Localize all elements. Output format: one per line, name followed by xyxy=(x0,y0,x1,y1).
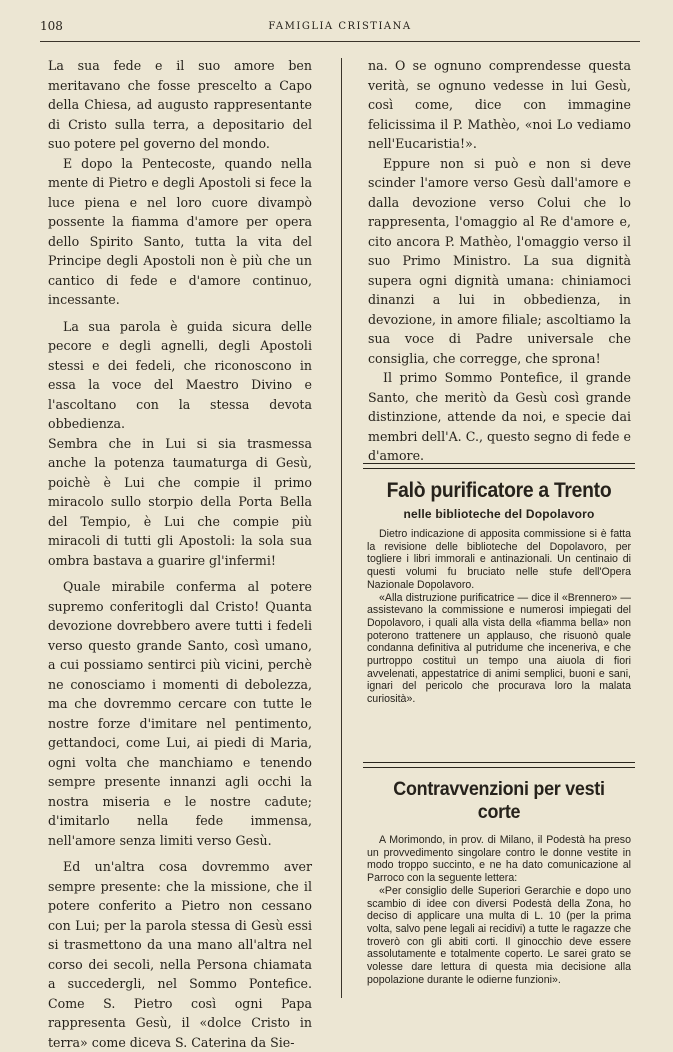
article-headline: Contravvenzioni per vesti corte xyxy=(393,778,605,823)
paragraph: Quale mirabile conferma al potere supremo conferitogli dal Cristo! Quanta devozione dovrebbero avere tutti i fedeli verso questo grande Santo, così umano, a cui possiamo sentirci più vicini, perchè ne conosciamo i momenti di debolezza, ma che dovremmo cercare con tutte le nostre forze d'imitare nel pentimento, gettandoci, come Lui, ai piedi di Maria, ogni volta che manchiamo e tenendo sempre presente innanzi agli occhi la nostra miseria e le nostre cadute; d'imitarlo nella fede immensa, nell'amore senza limiti verso Gesù. xyxy=(48,579,312,848)
paragraph: Il primo Sommo Pontefice, il grande Santo, che meritò da Gesù così grande distinzione, attende da noi, e specie dai membri dell'A. C., questo segno di fede e d'amore. xyxy=(368,370,631,463)
running-title: FAMIGLIA CRISTIANA xyxy=(268,21,412,32)
paragraph: na. O se ognuno comprendesse questa verità, se ognuno vedesse in lui Gesù, così come, dice con immagine felicissima il P. Mathèo, «noi Lo vediamo nell'Eucaristia!». xyxy=(368,58,631,151)
header-rule xyxy=(40,41,640,42)
column-divider xyxy=(341,58,342,998)
paragraph: Sembra che in Lui si sia trasmessa anche la potenza taumaturga di Gesù, poichè è Lui che compie il primo miracolo sullo storpio della Porta Bella del Tempio, è Lui che compie più miracoli di tutti gli Apostoli: la sola sua ombra bastava a guarire gl'infermi! xyxy=(48,435,312,568)
news-article-morimondo xyxy=(363,762,635,986)
double-rule xyxy=(363,463,635,469)
paragraph: Eppure non si può e non si deve scinder l'amore verso Gesù dall'amore e dalla devozione verso Colui che lo rappresenta, l'omaggio al Re d'amore e, cito ancora P. Mathèo, l'omaggio verso il suo Primo Ministro. La sua dignità supera ogni dignità umana: chiniamoci dinanzi a lui in obbedienza, in devozione, in amore filiale; ascoltiamo la sua voce di Padre universale che consiglia, che corregge, che sprona! xyxy=(368,155,631,366)
paragraph: Dietro indicazione di apposita commissione si è fatta la revisione delle biblioteche del Dopolavoro, per togliere i libri immorali e antinazionali. Un centinaio di questi volumi fu bruciato nelle stufe dell'Opera Nazionale Dopolavoro. xyxy=(367,528,631,591)
paragraph: La sua fede e il suo amore ben meritavano che fosse prescelto a Capo della Chiesa, ad augusto rappresentante di Cristo sulla terra, a depositario del suo potere pel governo del mondo. xyxy=(48,58,312,151)
right-column xyxy=(368,56,631,466)
paragraph: «Alla distruzione purificatrice — dice il «Brennero» — assistevano la commissione e numerosi impiegati del Dopolavoro, i quali alla vista della «fiamma bella» non poterono trattenere un applauso, che risuonò quale condanna definitiva al putridume che inceneriva, e che purtroppo costituì un tempo una aiuola di fiori avvelenati, appestatrice di animi semplici, buoni e sani, ignari del pericolo che procurava loro la malata curiosità». xyxy=(367,591,631,706)
page-number: 108 xyxy=(40,19,63,33)
paragraph: La sua parola è guida sicura delle pecore e degli agnelli, degli Apostoli stessi e dei fedeli, che riconoscono in essa la voce del Maestro Divino e l'ascoltano con la stessa devota obbedienza. xyxy=(48,318,312,431)
article-body xyxy=(363,528,635,706)
news-article-trento xyxy=(363,463,635,706)
article-headline: Falò purificatore a Trento xyxy=(386,479,612,502)
left-column xyxy=(48,56,312,1052)
paragraph: Ed un'altra cosa dovremmo aver sempre presente: che la missione, che il potere conferito a Pietro non cessano con Lui; per la parola stessa di Gesù essi si trasmettono da una mano all'altra nel corso dei secoli, nella Persona chiamata a succedergli, nel Sommo Pontefice. Come S. Pietro così ogni Papa rappresenta Gesù, il «dolce Cristo in terra» come diceva S. Caterina da Sie- xyxy=(48,859,312,1050)
article-subheadline: nelle biblioteche del Dopolavoro xyxy=(403,507,595,521)
paragraph: E dopo la Pentecoste, quando nella mente di Pietro e degli Apostoli si fece la luce piena e nel loro cuore divampò possente la fiamma d'amore per opera dello Spirito Santo, tutta la vita del Principe degli Apostoli non è più che un cantico di fede e d'amore continuo, incessante. xyxy=(48,155,312,307)
paragraph: A Morimondo, in prov. di Milano, il Podestà ha preso un provvedimento singolare contro le donne vestite in modo troppo succinto, e ne ha dato comunicazione al Parroco con la seguente lettera: xyxy=(367,834,631,885)
double-rule xyxy=(363,762,635,768)
article-body xyxy=(363,834,635,986)
page-header xyxy=(40,15,640,39)
paragraph: «Per consiglio delle Superiori Gerarchie e dopo uno scambio di idee con diversi Podestà della Zona, ho deciso di applicare una multa di L. 10 (per la prima volta, salvo pene legali ai recidivi) a tutte le ragazze che troverò con gli abiti corti. Il ginocchio deve essere assolutamente e totalmente coperto. Le sarei grato se volesse dare lettura di questa mia decisione alla popolazione durante le odierne funzioni». xyxy=(367,884,631,986)
